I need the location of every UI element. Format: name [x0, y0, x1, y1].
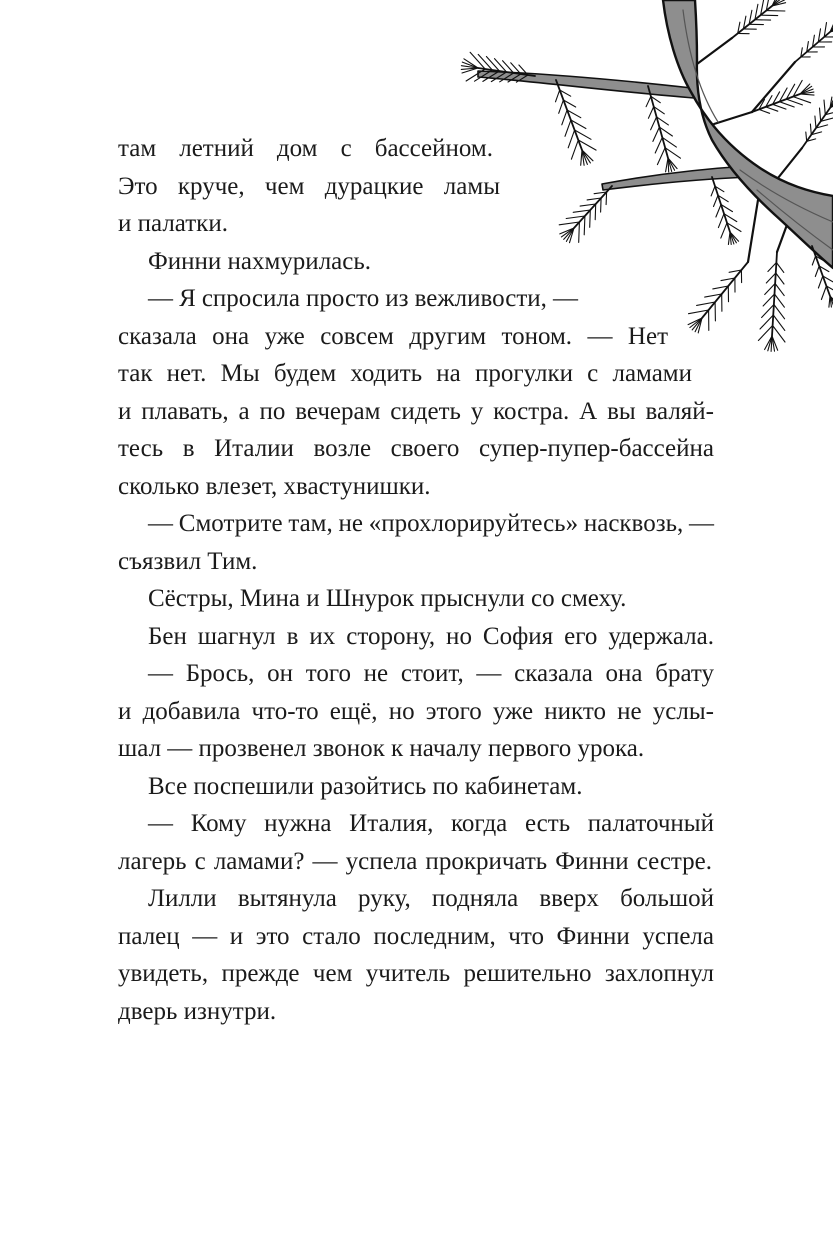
text-line: увидеть, прежде чем учитель решительно захлопнул	[118, 960, 714, 987]
text-line: тесь в Италии возле своего супер-пупер-бассейна	[118, 435, 714, 462]
paragraph-first-line: Финни нахмурилась.	[148, 247, 372, 275]
text-line: и добавила что-то ещё, но этого уже никто не услы-	[118, 697, 714, 725]
paragraph-first-line: Бен шагнул в их сторону, но София его удержала.	[148, 622, 714, 650]
text-line: палец — и это стало последним, что Финни успела	[118, 922, 714, 950]
story-text	[118, 130, 718, 1030]
text-line: так нет. Мы будем ходить на прогулки с ламами	[118, 360, 692, 387]
paragraph-first-line: — Смотрите там, не «прохлорируйтесь» насквозь, —	[148, 510, 714, 537]
text-line: сказала она уже совсем другим тоном. — Нет	[118, 322, 668, 350]
branch-twig	[714, 112, 752, 124]
paragraph-first-line: — Кому нужна Италия, когда есть палаточный	[148, 810, 714, 837]
pine-needle-cluster	[802, 97, 833, 148]
paragraph-first-line: — Брось, он того не стоит, — сказала она брату	[148, 660, 714, 687]
pine-needle-cluster	[461, 52, 535, 82]
pine-needle-cluster	[758, 252, 785, 351]
text-line: сколько влезет, хвастунишки.	[118, 472, 431, 500]
text-line: и палатки.	[118, 210, 228, 237]
text-line: шал — прозвенел звонок к началу первого урока.	[118, 735, 645, 762]
branch-twig	[748, 200, 758, 262]
branch-twig	[697, 38, 732, 64]
branch-twig	[778, 148, 802, 178]
paragraph-first-line: Все поспешили разойтись по кабинетам.	[148, 772, 583, 800]
paragraph-first-line: — Я спросила просто из вежливости, —	[148, 285, 578, 312]
pine-needle-cluster	[732, 0, 786, 38]
paragraph-first-line: Сёстры, Мина и Шнурок прыснули со смеху.	[148, 585, 627, 612]
text-line: лагерь с ламами? — успела прокричать Финни сестре.	[118, 847, 712, 875]
text-line: съязвил Тим.	[118, 547, 258, 575]
text-line: Это круче, чем дурацкие ламы	[118, 172, 500, 200]
paragraph-first-line: Лилли вытянула руку, подняла вверх большой	[148, 885, 714, 912]
text-line: и плавать, а по вечерам сидеть у костра. А вы валяй-	[118, 397, 714, 425]
text-line: дверь изнутри.	[118, 997, 277, 1025]
pine-needle-cluster	[752, 80, 814, 113]
text-line: там летний дом с бассейном.	[118, 135, 493, 162]
pine-needle-cluster	[795, 22, 833, 62]
